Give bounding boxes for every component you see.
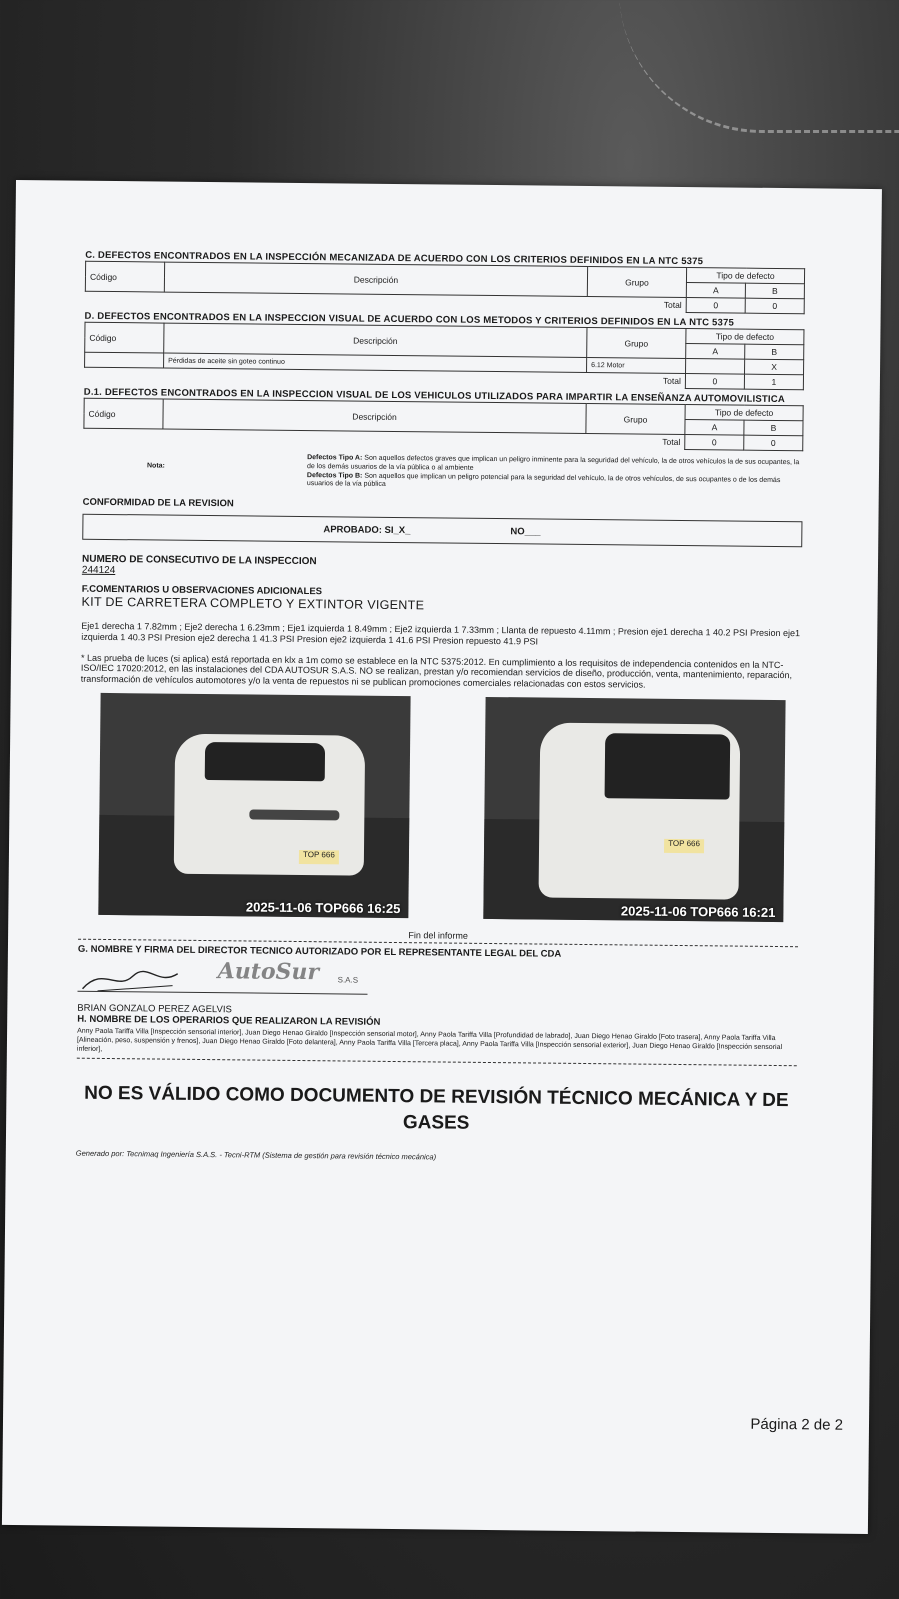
rear-photo-stamp: 2025-11-06 TOP666 16:21 (620, 903, 776, 920)
total-a: 0 (686, 298, 745, 314)
col-a: A (686, 344, 745, 360)
col-descripcion: Descripción (164, 323, 587, 357)
front-plate: TOP 666 (299, 850, 339, 864)
total-a: 0 (685, 374, 744, 390)
tipo-b-text: Son aquellos que implican un peligro potencial para la seguridad del vehículo, la de otros vehículos, de sus ocupantes o de los demás usuarios de la vía pública (306, 472, 781, 489)
col-codigo: Código (85, 261, 164, 292)
operarios-title: H. NOMBRE DE LOS OPERARIOS QUE REALIZARON LA REVISIÓN (77, 1013, 381, 1028)
disclaimer: NO ES VÁLIDO COMO DOCUMENTO DE REVISIÓN TÉCNICO MECÁNICA Y DE GASES (84, 1083, 789, 1134)
firma-title: G. NOMBRE Y FIRMA DEL DIRECTOR TECNICO AUTORIZADO POR EL REPRESENTANTE LEGAL DEL CDA (77, 943, 562, 960)
consecutivo-label: NUMERO DE CONSECUTIVO DE LA INSPECCION (81, 553, 317, 568)
tipo-a-label: Defectos Tipo A: (307, 454, 363, 462)
section-d1-title: D.1. DEFECTOS ENCONTRADOS EN LA INSPECCION VISUAL DE LOS VEHICULOS UTILIZADOS PARA IMPARTIR LA ENSEÑANZA AUTOMOVILISTICA (83, 386, 785, 406)
comentarios-value: KIT DE CARRETERA COMPLETO Y EXTINTOR VIGENTE (81, 594, 425, 613)
row-grupo: 6.12 Motor (587, 357, 686, 373)
autosur-logo: AutoSur (217, 958, 320, 986)
aprobado-si: APROBADO: SI_X_ (323, 523, 411, 536)
aviso-text: * Las prueba de luces (si aplica) está reportada en klx a 1m como se establece en la NTC 5375:2012. En cumplimiento a los requisitos de independencia contenidos en la NTC-ISO/IEC 17020:2012, en las instalaciones del CDA AUTOSUR S.A.S. NO se realizan, prestan y/o recomiendan servicios de diseño, producción, venta, mantenimiento, reparación, transformación de vehículos automotores y/o la venta de repuestos ni se publican promociones comerciales relacionadas con estos servicios. (80, 652, 793, 690)
total-a: 0 (685, 435, 744, 451)
aprobado-no: NO___ (510, 525, 541, 538)
document-page (2, 180, 882, 1534)
rear-plate: TOP 666 (664, 839, 704, 853)
rear-photo (483, 697, 785, 922)
col-a: A (686, 283, 745, 299)
col-descripcion: Descripción (164, 262, 587, 296)
tipo-b-label: Defectos Tipo B: (306, 471, 363, 480)
total-b: 1 (744, 374, 803, 390)
row-codigo (85, 352, 164, 368)
total-label: Total (663, 300, 682, 311)
defect-notes (83, 452, 803, 495)
row-a (686, 359, 745, 375)
tipo-a-text: Son aquellos defectos graves que implican un peligro inminente para la seguridad del vehículo, la de otros vehículos la de sus ocupantes, la de los demás usuarios de la vía pública o al ambiente (306, 454, 800, 472)
section-c-title: C. DEFECTOS ENCONTRADOS EN LA INSPECCIÓN MECANIZADA DE ACUERDO CON LOS CRITERIOS DEFINIDOS EN LA NTC 5375 (85, 249, 704, 268)
section-d1-table (83, 398, 803, 452)
col-grupo: Grupo (587, 327, 686, 358)
conformidad-title: CONFORMIDAD DE LA REVISION (82, 496, 234, 510)
generado-por: Generado por: Tecnimaq Ingeniería S.A.S. - Tecni-RTM (Sistema de gestión para revisión técnico mecánica) (75, 1148, 437, 1161)
comentarios-label: F.COMENTARIOS U OBSERVACIONES ADICIONALES (81, 583, 323, 598)
col-b: B (745, 283, 804, 299)
signature-area (77, 955, 797, 1011)
mediciones-text: Eje1 derecha 1 7.82mm ; Eje2 derecha 1 6.23mm ; Eje1 izquierda 1 8.49mm ; Eje2 izquierda 1 7.33mm ; Llanta de repuesto 4.11mm ; Presion eje1 derecha 1 40.2 PSI Presion eje1 izquierda 1 40.3 PSI Presion eje2 derecha 1 41.3 PSI Presion eje2 izquierda 1 41.6 PSI Presion repuesto 41.9 PSI (81, 620, 801, 647)
total-b: 0 (745, 298, 804, 314)
col-tipo: Tipo de defecto (686, 329, 804, 345)
conformidad-box (82, 514, 802, 548)
notes-label: Nota: (146, 462, 165, 470)
notes-text (307, 454, 803, 494)
vehicle-photos (78, 693, 800, 941)
front-photo (98, 693, 410, 918)
seat-stitching (619, 0, 899, 133)
front-photo-stamp: 2025-11-06 TOP666 16:25 (245, 899, 401, 917)
col-b: B (745, 344, 804, 360)
col-codigo: Código (84, 398, 163, 429)
total-label: Total (662, 376, 681, 387)
operarios-text: Anny Paola Tariffa Villa [Inspección sensorial interior], Juan Diego Henao Giraldo [Inspección sensorial motor], Anny Paola Tariffa Villa [Profundidad de labrado], Juan Diego Henao Giraldo [Foto trasera], Anny Paola Tariffa Villa [Alineación, peso, suspensión y frenos], Juan Diego Henao Giraldo [Foto delantera], Anny Paola Tariffa Villa [Tercera placa], Anny Paola Tariffa Villa [Inspección sensorial exterior], Juan Diego Henao Giraldo [Inspección sensorial inferior], (76, 1027, 783, 1054)
row-descripcion: Pérdidas de aceite sin goteo continuo (164, 353, 587, 372)
col-b: B (744, 420, 803, 436)
total-label: Total (662, 437, 681, 448)
page-number: Página 2 de 2 (750, 1415, 844, 1434)
col-tipo: Tipo de defecto (685, 405, 803, 421)
section-c-table (85, 261, 805, 315)
col-grupo: Grupo (586, 403, 685, 434)
director-name: BRIAN GONZALO PEREZ AGELVIS (77, 1002, 232, 1016)
total-b: 0 (744, 435, 803, 451)
section-d-table (84, 322, 805, 391)
col-tipo: Tipo de defecto (686, 268, 804, 284)
col-grupo: Grupo (587, 266, 686, 297)
col-a: A (685, 420, 744, 436)
col-codigo: Código (85, 322, 164, 353)
consecutivo-value: 244124 (81, 564, 116, 577)
fin-informe: Fin del informe (408, 930, 468, 941)
autosur-sas: S.A.S (337, 975, 359, 985)
row-b: X (745, 359, 804, 375)
col-descripcion: Descripción (163, 399, 586, 433)
document-content (76, 246, 806, 1165)
section-d-title: D. DEFECTOS ENCONTRADOS EN LA INSPECCION VISUAL DE ACUERDO CON LOS METODOS Y CRITERIOS DEFINIDOS EN LA NTC 5375 (84, 310, 735, 329)
